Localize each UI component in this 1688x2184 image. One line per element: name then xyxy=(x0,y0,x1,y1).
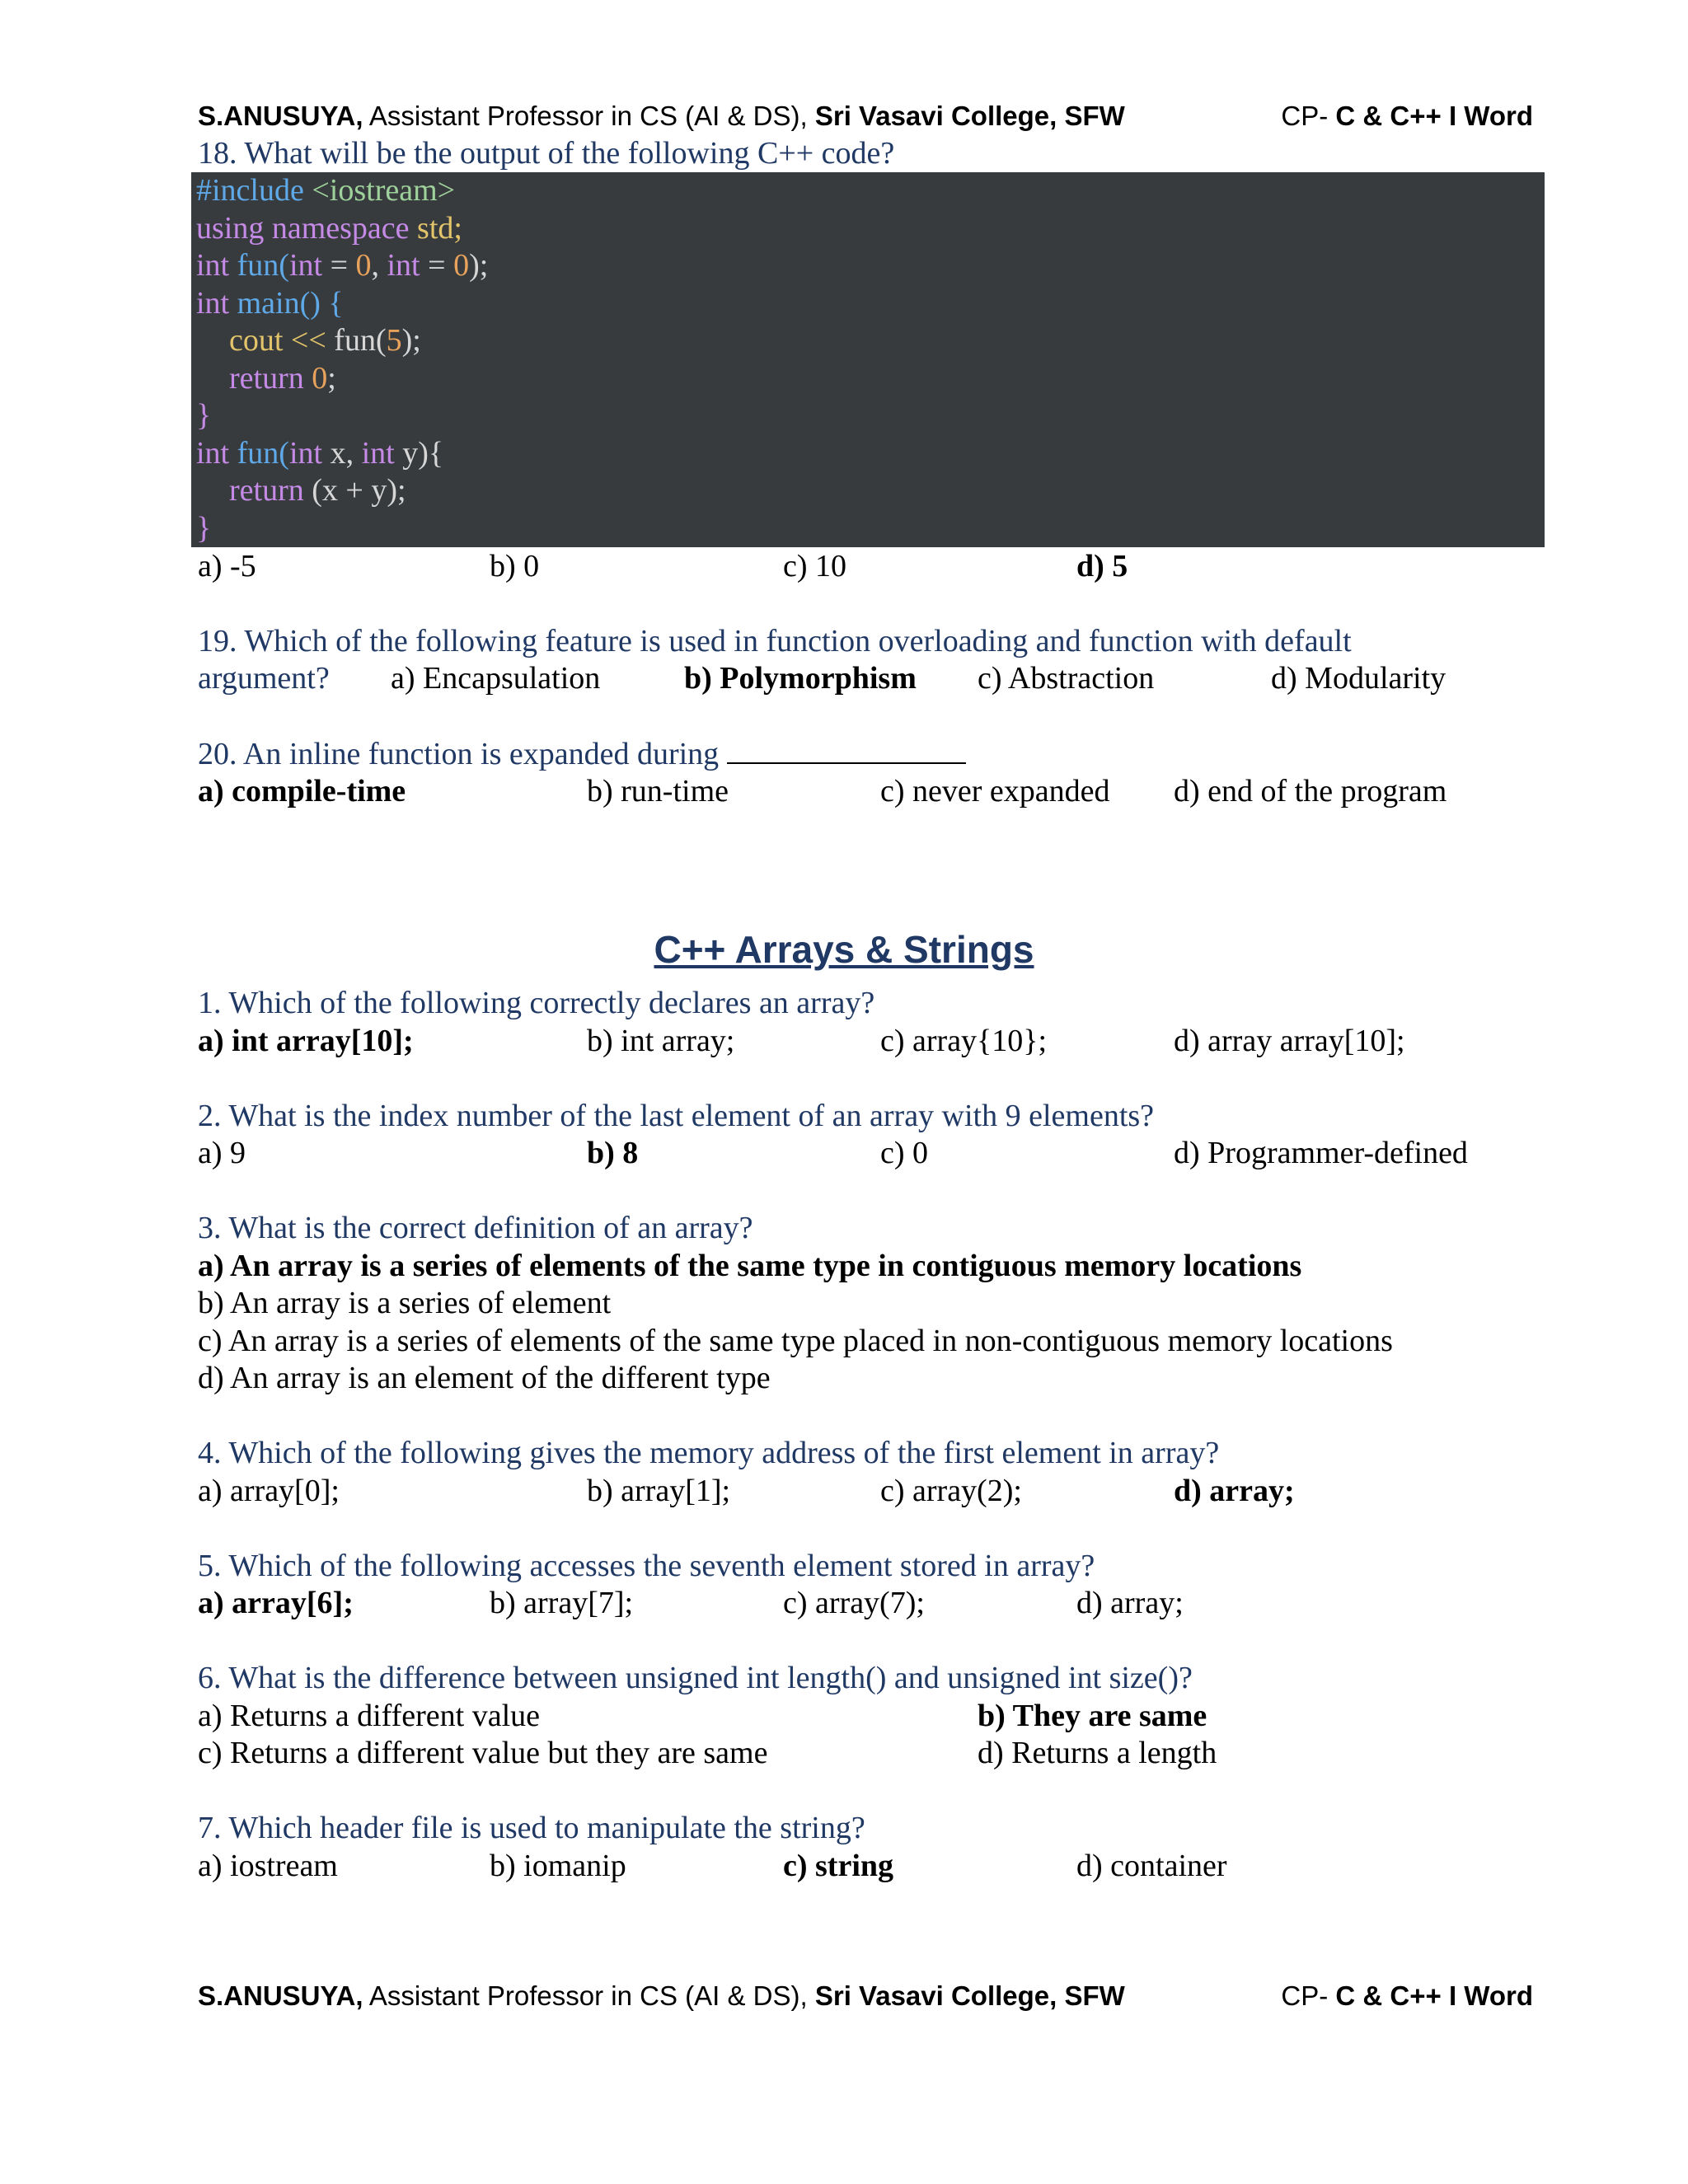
a6-option-c: c) Returns a different value but they are same xyxy=(198,1736,768,1770)
code-token: ; xyxy=(327,361,336,396)
code-line-6 xyxy=(229,360,336,398)
q20-question-text: 20. An inline function is expanded during xyxy=(198,737,727,771)
code-line-1 xyxy=(196,172,455,210)
header-course: C & C++ I Word xyxy=(1335,101,1533,131)
a2-question: 2. What is the index number of the last element of an array with 9 elements? xyxy=(198,1099,1155,1133)
q20-option-d: d) end of the program xyxy=(1174,774,1447,808)
a3-option-c: c) An array is a series of elements of the same type placed in non-contiguous memory locations xyxy=(198,1324,1393,1358)
header-author-line xyxy=(198,101,1125,132)
a1-option-c: c) array{10}; xyxy=(880,1024,1048,1058)
a7-option-c: c) string xyxy=(783,1849,894,1883)
a4-option-b: b) array[1]; xyxy=(587,1474,731,1508)
q20-option-b: b) run-time xyxy=(587,774,729,808)
a4-option-c: c) array(2); xyxy=(880,1474,1022,1508)
code-token: y){ xyxy=(402,436,444,471)
a3-option-d: d) An array is an element of the different type xyxy=(198,1361,771,1395)
code-token: fun( xyxy=(237,248,289,283)
q19-question-line1: 19. Which of the following feature is used in function overloading and function with default xyxy=(198,624,1352,658)
a5-option-c: c) array(7); xyxy=(783,1586,925,1620)
a6-option-a: a) Returns a different value xyxy=(198,1699,541,1733)
footer-college: Sri Vasavi College, SFW xyxy=(814,1980,1125,2011)
code-line-5 xyxy=(229,322,421,360)
a2-option-b: b) 8 xyxy=(587,1136,639,1170)
footer-author: S.ANUSUYA, xyxy=(198,1980,363,2011)
q20-question xyxy=(198,734,966,773)
code-token: cout << xyxy=(229,323,335,358)
a2-option-d: d) Programmer-defined xyxy=(1174,1136,1468,1170)
q19-question-line2: argument? xyxy=(198,661,330,696)
code-token: int xyxy=(196,248,237,283)
code-line-7 xyxy=(196,397,211,435)
code-token: 0 xyxy=(453,248,470,283)
code-token: , xyxy=(371,248,387,283)
a2-option-c: c) 0 xyxy=(880,1136,929,1170)
a2-option-a: a) 9 xyxy=(198,1136,246,1170)
a5-option-a: a) array[6]; xyxy=(198,1586,354,1620)
section-title: C++ Arrays & Strings xyxy=(654,928,1034,971)
a4-option-d: d) array; xyxy=(1174,1474,1295,1508)
code-line-10 xyxy=(196,510,211,548)
page-footer xyxy=(198,1980,1533,2017)
header-college: Sri Vasavi College, SFW xyxy=(814,101,1125,131)
code-token: int xyxy=(196,286,237,321)
code-token: 5 xyxy=(386,323,402,358)
code-token: int xyxy=(288,248,323,283)
q20-option-c: c) never expanded xyxy=(880,774,1110,808)
code-token: int xyxy=(361,436,403,471)
header-course-line xyxy=(1281,101,1533,132)
page-header xyxy=(198,101,1533,137)
footer-course-prefix: CP- xyxy=(1281,1980,1336,2011)
code-line-2 xyxy=(196,210,462,248)
a6-question: 6. What is the difference between unsigned int length() and unsigned int size()? xyxy=(198,1661,1193,1695)
a1-option-b: b) int array; xyxy=(587,1024,735,1058)
a7-option-a: a) iostream xyxy=(198,1849,338,1883)
code-token: #include xyxy=(196,173,312,208)
code-token: using namespace xyxy=(196,211,418,246)
code-token: ); xyxy=(469,248,489,283)
code-line-9 xyxy=(229,472,406,510)
code-token: 0 xyxy=(312,361,328,396)
a7-option-d: d) container xyxy=(1076,1849,1227,1883)
q18-question: 18. What will be the output of the following C++ code? xyxy=(198,136,895,171)
a1-option-a: a) int array[10]; xyxy=(198,1024,414,1058)
code-token: } xyxy=(196,398,212,433)
code-token: int xyxy=(387,248,420,283)
code-token: 0 xyxy=(355,248,372,283)
code-token: std; xyxy=(417,211,462,246)
a1-question: 1. Which of the following correctly declares an array? xyxy=(198,986,875,1020)
header-author: S.ANUSUYA, xyxy=(198,101,363,131)
code-token: x, xyxy=(330,436,362,471)
a5-question: 5. Which of the following accesses the seventh element stored in array? xyxy=(198,1549,1095,1583)
a3-option-a: a) An array is a series of elements of the same type in contiguous memory locations xyxy=(198,1249,1302,1283)
footer-course-line xyxy=(1281,1980,1533,2012)
a1-option-d: d) array array[10]; xyxy=(1174,1024,1405,1058)
q20-option-a: a) compile-time xyxy=(198,774,406,808)
a5-option-d: d) array; xyxy=(1076,1586,1184,1620)
a4-question: 4. Which of the following gives the memory address of the first element in array? xyxy=(198,1436,1220,1470)
code-line-8 xyxy=(196,435,443,473)
code-token: int xyxy=(288,436,331,471)
a5-option-b: b) array[7]; xyxy=(490,1586,634,1620)
a6-option-b: b) They are same xyxy=(978,1699,1207,1733)
header-role: Assistant Professor in CS (AI & DS), xyxy=(363,101,815,131)
a4-option-a: a) array[0]; xyxy=(198,1474,340,1508)
code-token: ); xyxy=(401,323,421,358)
code-token: = xyxy=(322,248,356,283)
code-token: return xyxy=(229,473,312,508)
code-token: fun( xyxy=(334,323,387,358)
code-token: int xyxy=(196,436,237,471)
q18-option-c: c) 10 xyxy=(783,549,847,583)
q18-code-block xyxy=(191,172,1545,547)
footer-author-line xyxy=(198,1980,1125,2012)
code-token: return xyxy=(229,361,312,396)
a7-option-b: b) iomanip xyxy=(490,1849,626,1883)
code-line-3 xyxy=(196,247,488,285)
q19-option-c: c) Abstraction xyxy=(978,661,1155,696)
a6-option-d: d) Returns a length xyxy=(978,1736,1217,1770)
q18-option-a: a) -5 xyxy=(198,549,256,583)
a3-option-b: b) An array is a series of element xyxy=(198,1286,612,1320)
a7-question: 7. Which header file is used to manipulate the string? xyxy=(198,1811,865,1845)
code-token: fun( xyxy=(237,436,289,471)
footer-course: C & C++ I Word xyxy=(1335,1980,1533,2011)
code-line-4 xyxy=(196,285,344,323)
code-token: } xyxy=(196,511,212,546)
footer-role: Assistant Professor in CS (AI & DS), xyxy=(363,1980,815,2011)
code-token: <iostream> xyxy=(312,173,456,208)
q19-option-a: a) Encapsulation xyxy=(391,661,601,696)
q18-option-d: d) 5 xyxy=(1076,549,1128,583)
a3-question: 3. What is the correct definition of an array? xyxy=(198,1211,753,1245)
code-token: main() { xyxy=(237,286,344,321)
q20-answer-blank xyxy=(727,734,966,764)
code-token: = xyxy=(420,248,454,283)
q19-option-d: d) Modularity xyxy=(1271,661,1447,696)
code-token: (x + y); xyxy=(312,473,406,508)
q18-option-b: b) 0 xyxy=(490,549,540,583)
header-course-prefix: CP- xyxy=(1281,101,1336,131)
q19-option-b: b) Polymorphism xyxy=(684,661,917,696)
